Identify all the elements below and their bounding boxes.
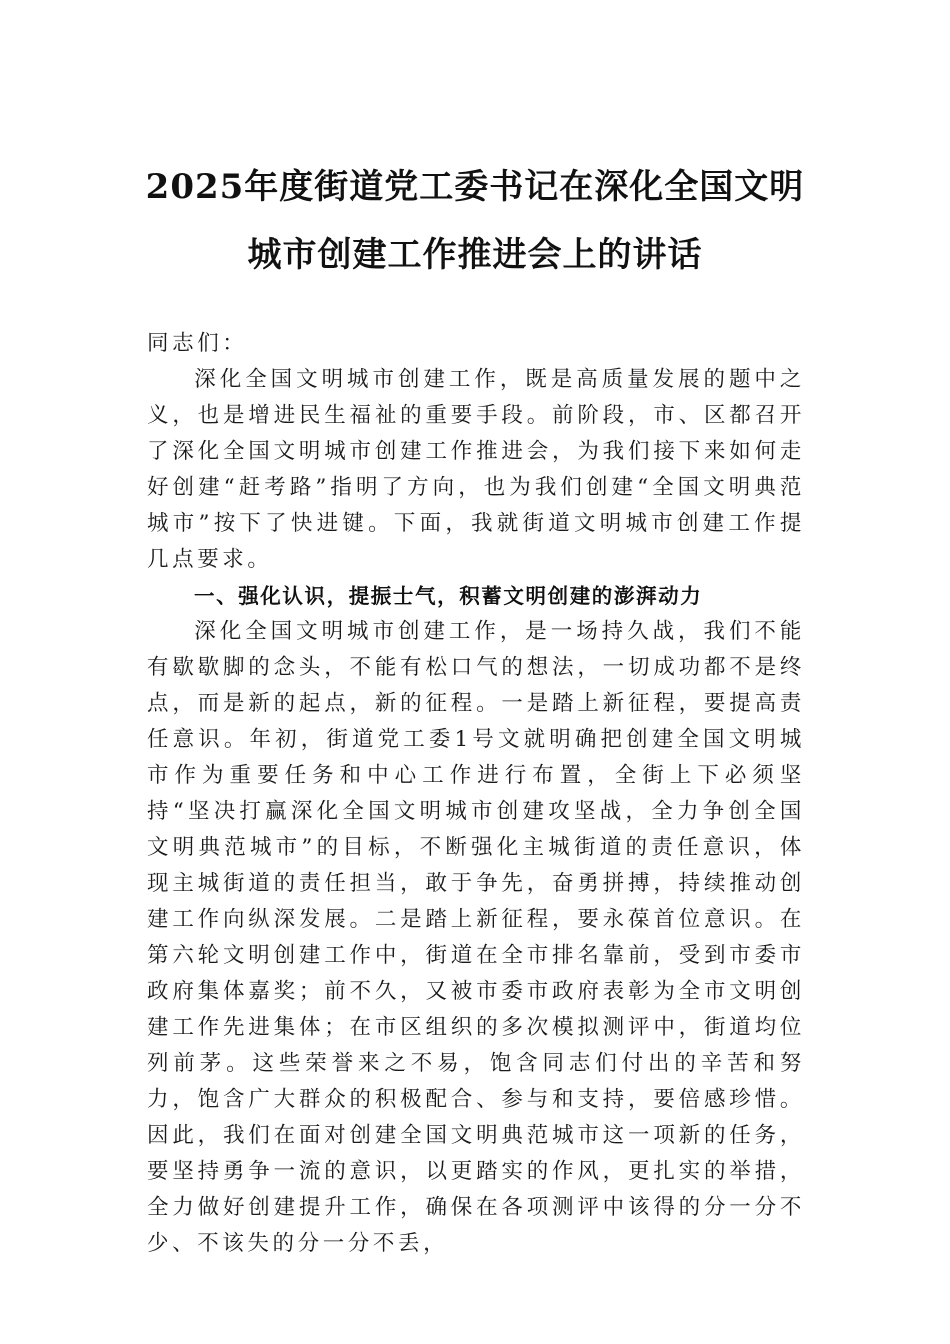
section-heading-1: 一、强化认识，提振士气，积蓄文明创建的澎湃动力 <box>194 584 703 608</box>
paragraph-section-1: 深化全国文明城市创建工作，是一场持久战，我们不能有歇歇脚的念头，不能有松口气的想法，一切成功都不是终点，而是新的起点，新的征程。一是踏上新征程，要提高责任意识。年初，街道党工委1号文就明确把创建全国文明城市作为重要任务和中心工作进行布置，全街上下必须坚持“坚决打赢深化全国文明城市创建攻坚战，全力争创全国文明典范城市”的目标，不断强化主城街道的责任意识，体现主城街道的责任担当，敢于争先，奋勇拼搏，持续推动创建工作向纵深发展。二是踏上新征程，要永葆首位意识。在第六轮文明创建工作中，街道在全市排名靠前，受到市委市政府集体嘉奖；前不久，又被市委市政府表彰为全市文明创建工作先进集体；在市区组织的多次模拟测评中，街道均位列前茅。这些荣誉来之不易，饱含同志们付出的辛苦和努力，饱含广大群众的积极配合、参与和支持，要倍感珍惜。因此，我们在面对创建全国文明典范城市这一项新的任务，要坚持勇争一流的意识，以更踏实的作风，更扎实的举措，全力做好创建提升工作，确保在各项测评中该得的分一分不少、不该失的分一分不丢， <box>147 619 805 1256</box>
document-body <box>147 326 805 1262</box>
document-title-line-1: 2025年度街道党工委书记在深化全国文明 <box>145 167 805 207</box>
document-title-line-2: 城市创建工作推进会上的讲话 <box>247 235 703 275</box>
greeting: 同志们： <box>147 331 248 356</box>
paragraph-intro: 深化全国文明城市创建工作，既是高质量发展的题中之义，也是增进民生福祉的重要手段。前阶段，市、区都召开了深化全国文明城市创建工作推进会，为我们接下来如何走好创建“赶考路”指明了方向，也为我们创建“全国文明典范城市”按下了快进键。下面，我就街道文明城市创建工作提几点要求。 <box>147 367 805 572</box>
